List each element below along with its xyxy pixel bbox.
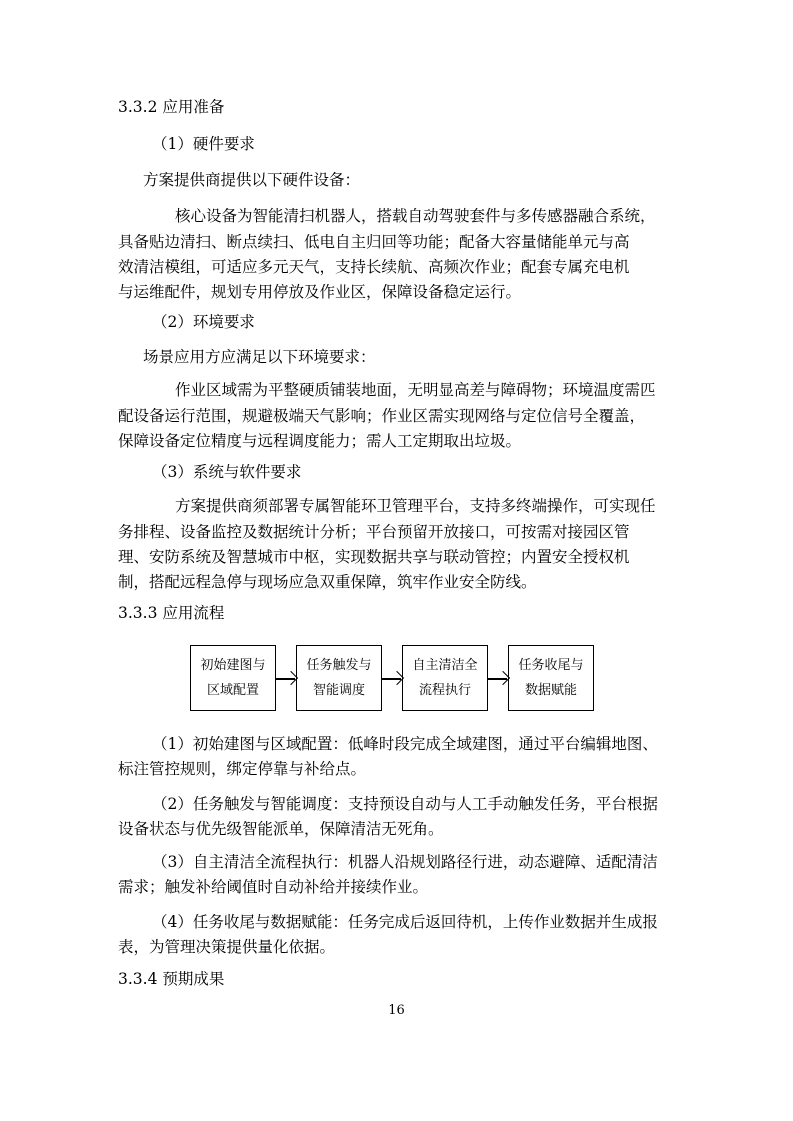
flow-step-label: 任务触发与 <box>306 658 372 673</box>
step-4-line: （4）任务收尾与数据赋能：任务完成后返回待机，上传作业数据并生成报 <box>152 913 658 931</box>
process-flow-diagram <box>190 645 606 715</box>
step-2-line: （2）任务触发与智能调度：支持预设自动与人工手动触发任务，平台根据 <box>152 795 658 813</box>
flow-step-box <box>296 645 382 711</box>
step-1-line: （1）初始建图与区域配置：低峰时段完成全域建图，通过平台编辑地图、 <box>152 735 658 753</box>
flow-arrow-icon <box>276 678 295 680</box>
environment-title: （2）环境要求 <box>152 313 255 331</box>
software-line: 理、安防系统及智慧城市中枢，实现数据共享与联动管控；内置安全授权机 <box>118 548 630 566</box>
environment-line: 配设备运行范围，规避极端天气影响；作业区需实现网络与定位信号全覆盖， <box>118 407 646 425</box>
hardware-title: （1）硬件要求 <box>152 135 255 153</box>
step-3-line: 需求；触发补给阈值时自动补给并接续作业。 <box>118 878 429 896</box>
step-4-line: 表，为管理决策提供量化依据。 <box>118 938 336 956</box>
step-3-line: （3）自主清洁全流程执行：机器人沿规划路径行进，动态避障、适配清洁 <box>152 853 658 871</box>
software-title: （3）系统与软件要求 <box>152 463 302 481</box>
flow-step-label: 区域配置 <box>206 683 259 698</box>
environment-line: 保障设备定位精度与远程调度能力；需人工定期取出垃圾。 <box>118 432 522 450</box>
hardware-line: 核心设备为智能清扫机器人，搭载自动驾驶套件与多传感器融合系统， <box>175 207 656 225</box>
environment-lead: 场景应用方应满足以下环境要求： <box>143 348 376 366</box>
flow-step-label: 初始建图与 <box>200 658 266 673</box>
flow-arrow-icon <box>488 678 507 680</box>
software-line: 制，搭配远程急停与现场应急双重保障，筑牢作业安全防线。 <box>118 573 537 591</box>
flow-step-label: 智能调度 <box>312 683 365 698</box>
flow-step-label: 自主清洁全 <box>412 658 478 673</box>
step-2-line: 设备状态与优先级智能派单，保障清洁无死角。 <box>118 820 444 838</box>
section-heading-3-3-2: 3.3.2 应用准备 <box>118 98 225 116</box>
software-line: 务排程、设备监控及数据统计分析；平台预留开放接口，可按需对接园区管 <box>118 523 630 541</box>
flow-step-box <box>508 645 594 711</box>
flow-step-label: 任务收尾与 <box>518 658 584 673</box>
hardware-line: 与运维配件，规划专用停放及作业区，保障设备稳定运行。 <box>118 283 522 301</box>
page-number: 16 <box>388 1003 405 1018</box>
environment-line: 作业区域需为平整硬质铺装地面，无明显高差与障碍物；环境温度需匹 <box>175 381 656 399</box>
section-heading-3-3-3: 3.3.3 应用流程 <box>118 604 225 622</box>
flow-step-box <box>190 645 276 711</box>
step-1-line: 标注管控规则，绑定停靠与补给点。 <box>118 760 367 778</box>
hardware-lead: 方案提供商提供以下硬件设备： <box>143 171 361 189</box>
hardware-line: 效清洁模组，可适应多元天气，支持长续航、高频次作业；配套专属充电机 <box>118 258 630 276</box>
software-line: 方案提供商须部署专属智能环卫管理平台，支持多终端操作，可实现任 <box>175 497 656 515</box>
flow-arrow-icon <box>382 678 401 680</box>
hardware-line: 具备贴边清扫、断点续扫、低电自主归回等功能；配备大容量储能单元与高 <box>118 233 630 251</box>
flow-step-label: 数据赋能 <box>524 683 577 698</box>
flow-step-box <box>402 645 488 711</box>
section-heading-3-3-4: 3.3.4 预期成果 <box>118 970 225 988</box>
flow-step-label: 流程执行 <box>418 683 471 698</box>
